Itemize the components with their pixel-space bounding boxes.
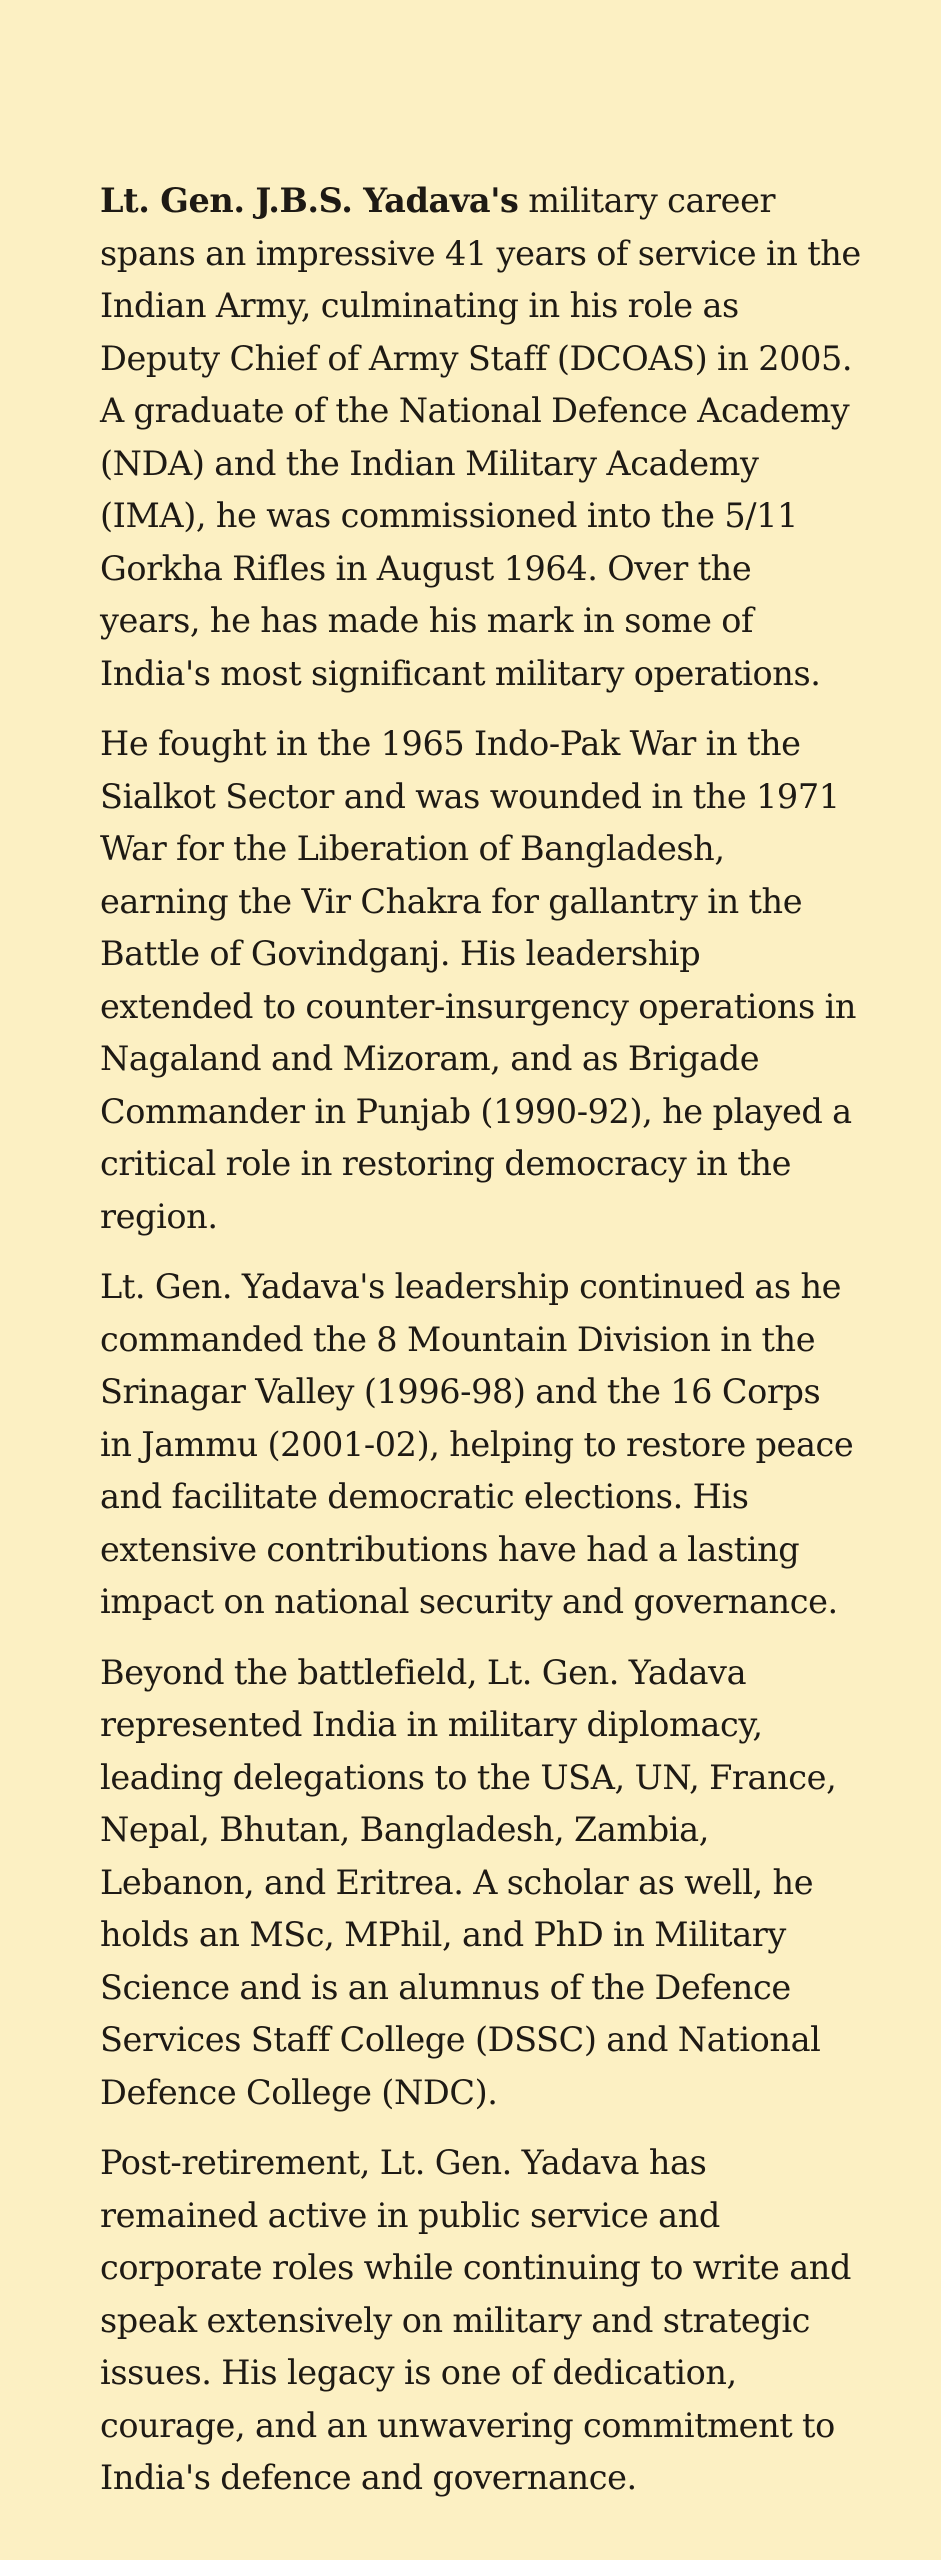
paragraph-wars: He fought in the 1965 Indo-Pak War in the Sialkot Sector and was wounded in the 1971 War for the Liberation of Bangladesh, earning the Vir Chakra for gallantry in the Battle of Govindganj. His leadership extended to counter-insurgency operations in Nagaland and Mizoram, and as Brigade Commander in Punjab (1990-92), he played a critical role in restoring democracy in the region. bbox=[100, 724, 857, 1236]
paragraph-text: military career spans an impressive 41 years of service in the Indian Army, culminating in his role as Deputy Chief of Army Staff (DCOAS) in 2005. A graduate of the National Defence Academy (NDA) and the Indian Military Academy (IMA), he was commissioned into the 5/11 Gorkha Rifles in August 1964. Over the years, he has made his mark in some of India's most significant military operations. bbox=[100, 181, 861, 693]
paragraph-commands: Lt. Gen. Yadava's leadership continued as he commanded the 8 Mountain Division in the Srinagar Valley (1996-98) and the 16 Corps in Jammu (2001-02), helping to restore peace and facilitate democratic elections. His extensive contributions have had a lasting impact on national security and governance. bbox=[100, 1267, 854, 1621]
paragraph-career-overview bbox=[100, 175, 861, 700]
paragraph-lead-name: Lt. Gen. J.B.S. Yadava's bbox=[100, 181, 519, 220]
paragraph-diplomacy: Beyond the battlefield, Lt. Gen. Yadava represented India in military diplomacy, leading delegations to the USA, UN, France, Nepal, Bhutan, Bangladesh, Zambia, Lebanon, and Eritrea. A scholar as well, he holds an MSc, MPhil, and PhD in Military Science and is an alumnus of the Defence Services Staff College (DSSC) and National Defence College (NDC). bbox=[100, 1652, 837, 2112]
paragraph-post-retirement: Post-retirement, Lt. Gen. Yadava has remained active in public service and corporate roles while continuing to write and speak extensively on military and strategic issues. His legacy is one of dedication, courage, and an unwavering commitment to India's defence and governance. bbox=[100, 2143, 852, 2497]
